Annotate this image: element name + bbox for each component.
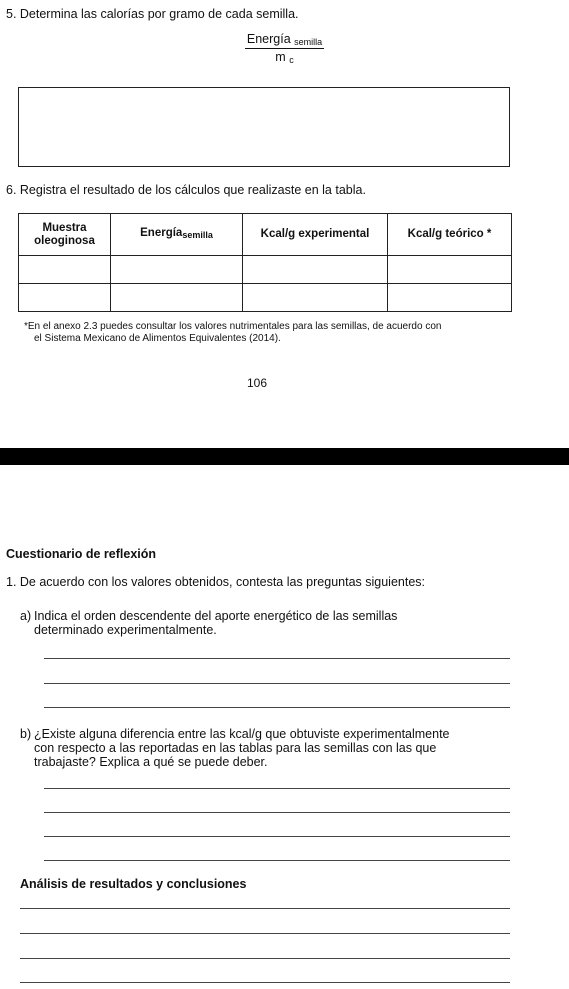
question-1a: a) Indica el orden descendente del aporte energético de las semillas determinado experimentalmente. <box>20 609 398 637</box>
table-cell[interactable] <box>19 284 111 312</box>
table-cell[interactable] <box>19 256 111 284</box>
answer-line[interactable] <box>44 788 510 789</box>
header-muestra: Muestra oleoginosa <box>19 214 111 256</box>
header-kcal-experimental: Kcal/g experimental <box>243 214 388 256</box>
answer-line[interactable] <box>20 908 510 909</box>
calculation-answer-box[interactable] <box>18 87 510 167</box>
table-cell[interactable] <box>243 284 388 312</box>
table-footnote-line1: *En el anexo 2.3 puedes consultar los valores nutrimentales para las semillas, de acuerdo con <box>24 321 442 332</box>
question-1b-label: b) <box>20 727 32 741</box>
analisis-title: Análisis de resultados y conclusiones <box>20 877 247 891</box>
table-cell[interactable] <box>111 284 243 312</box>
answer-line[interactable] <box>44 707 510 708</box>
question-5: 5. Determina las calorías por gramo de cada semilla. <box>6 7 299 21</box>
table-header-row <box>19 214 512 256</box>
answer-line[interactable] <box>20 982 510 983</box>
table-row <box>19 284 512 312</box>
table-cell[interactable] <box>111 256 243 284</box>
table-row <box>19 256 512 284</box>
formula-denominator: m $_c$ <box>275 50 294 65</box>
formula-numerator: Energía $_{semilla}$ <box>246 32 323 47</box>
formula-energy-per-mass <box>0 32 569 65</box>
cuestionario-title: Cuestionario de reflexión <box>6 547 157 561</box>
answer-line[interactable] <box>44 658 510 659</box>
header-energia: Energía$_{semilla}$ <box>111 214 243 256</box>
answer-line[interactable] <box>44 836 510 837</box>
results-table <box>18 213 512 312</box>
table-cell[interactable] <box>388 256 512 284</box>
table-cell[interactable] <box>243 256 388 284</box>
table-footnote-line2: el Sistema Mexicano de Alimentos Equivalentes (2014). <box>34 333 281 344</box>
header-kcal-teorico: Kcal/g teórico * <box>388 214 512 256</box>
answer-line[interactable] <box>44 812 510 813</box>
question-6: 6. Registra el resultado de los cálculos que realizaste en la tabla. <box>6 183 366 197</box>
question-1: 1. De acuerdo con los valores obtenidos, contesta las preguntas siguientes: <box>6 575 426 589</box>
question-1a-label: a) <box>20 609 32 623</box>
question-1b: b) ¿Existe alguna diferencia entre las kcal/g que obtuviste experimentalmente con respecto a las reportadas en las tablas para las semillas con las que trabajaste? Explica a qué se puede deber. <box>20 727 450 769</box>
answer-line[interactable] <box>44 683 510 684</box>
answer-line[interactable] <box>20 958 510 959</box>
answer-line[interactable] <box>44 860 510 861</box>
answer-line[interactable] <box>20 933 510 934</box>
page-separator-band <box>0 448 569 465</box>
table-cell[interactable] <box>388 284 512 312</box>
page-number: 106 <box>246 376 268 390</box>
